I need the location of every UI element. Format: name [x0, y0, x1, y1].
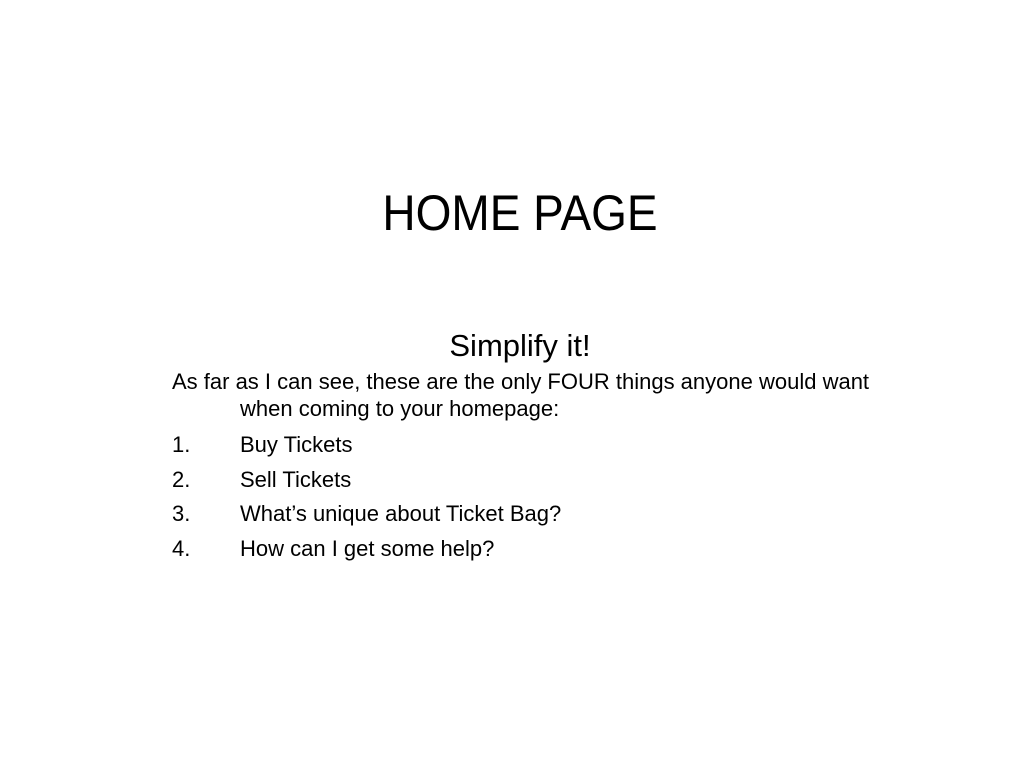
list-item [172, 532, 892, 567]
list-item-text: What’s unique about Ticket Bag? [240, 501, 562, 526]
list-item-text: How can I get some help? [240, 535, 495, 561]
list-item-number: 4. [172, 535, 191, 561]
intro-text: As far as I can see, these are the only FOUR things anyone would want when coming to your homepage: [172, 369, 870, 421]
list-item-text: Sell Tickets [240, 466, 352, 492]
list-item-text: Buy Tickets [240, 432, 353, 457]
numbered-list [172, 428, 892, 566]
list-item-number: 2. [172, 466, 191, 492]
list-item [172, 428, 892, 463]
list-item-number: 1. [172, 432, 191, 457]
subheading: Simplify it! [449, 328, 591, 363]
list-item [172, 497, 892, 532]
slide-body [172, 322, 892, 566]
list-item-number: 3. [172, 501, 191, 526]
page-title: HOME PAGE [382, 185, 658, 241]
list-item [172, 463, 892, 498]
